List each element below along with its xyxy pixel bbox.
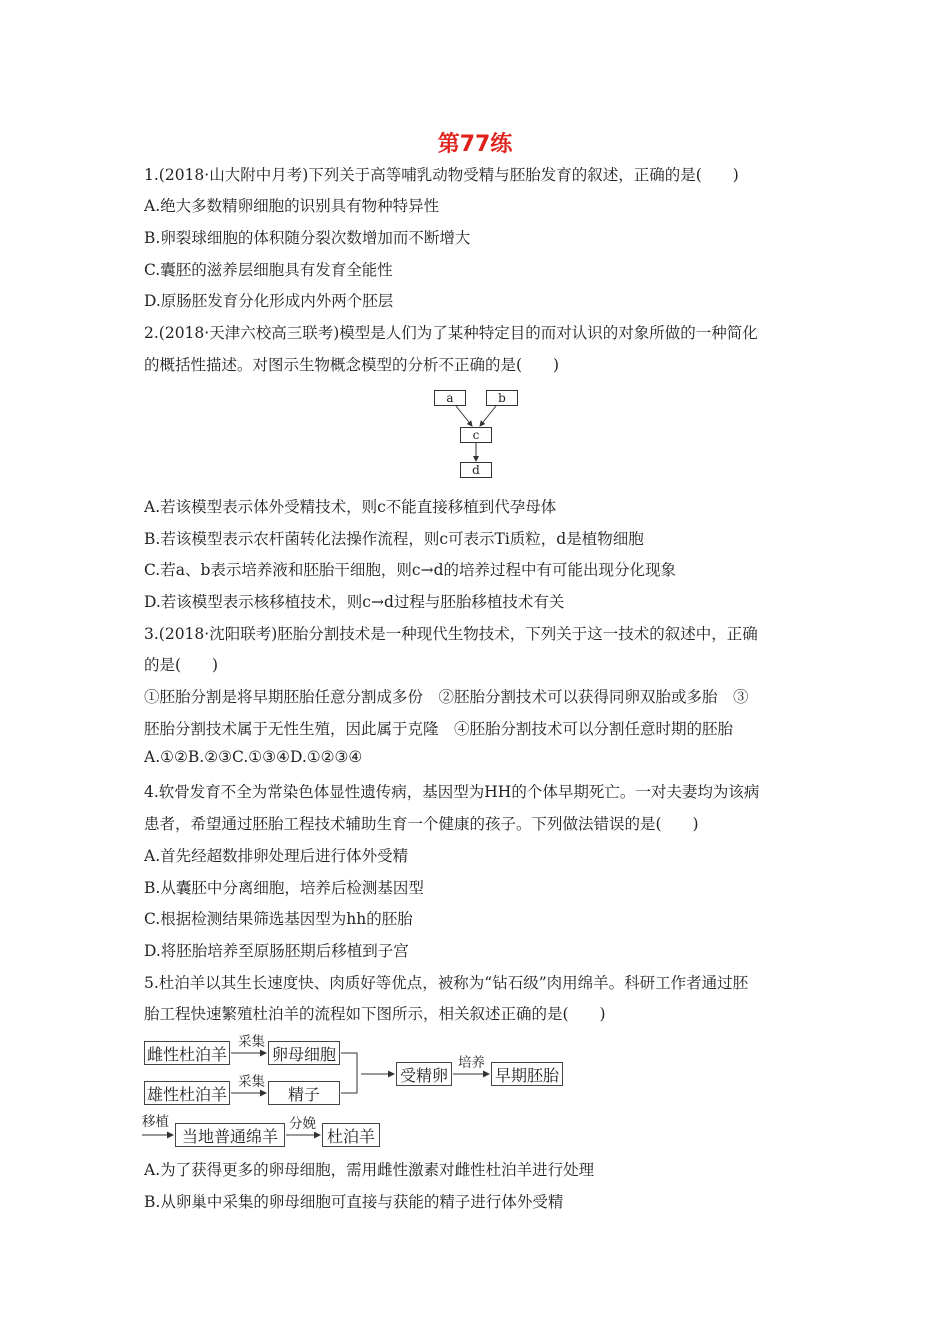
box-dorper: 杜泊羊 (322, 1123, 380, 1147)
box-sperm: 精子 (268, 1081, 340, 1105)
box-d: d (460, 462, 492, 478)
q3-stem-line1: 3.(2018·沈阳联考)胚胎分割技术是一种现代生物技术，下列关于这一技术的叙述中，正确 (144, 625, 758, 643)
q3-statements-line2: 胚胎分割技术属于无性生殖，因此属于克隆 ④胚胎分割技术可以分割任意时期的胚胎 (144, 720, 734, 738)
q3-options: A.①②B.②③C.①③④D.①②③④ (144, 748, 363, 766)
q2-option-d: D.若该模型表示核移植技术，则c→d过程与胚胎移植技术有关 (144, 593, 565, 611)
q1-option-d: D.原肠胚发育分化形成内外两个胚层 (144, 292, 394, 310)
q1-option-a: A.绝大多数精卵细胞的识别具有物种特异性 (144, 197, 440, 215)
label-collect-sperm: 采集 (238, 1074, 265, 1090)
box-local-sheep: 当地普通绵羊 (175, 1123, 285, 1147)
box-zygote: 受精卵 (396, 1062, 452, 1086)
q3-statements-line1: ①胚胎分割是将早期胚胎任意分割成多份 ②胚胎分割技术可以获得同卵双胎或多胎 ③ (144, 688, 749, 706)
label-culture: 培养 (458, 1055, 485, 1071)
q2-option-b: B.若该模型表示农杆菌转化法操作流程，则c可表示Ti质粒，d是植物细胞 (144, 530, 644, 548)
box-b: b (486, 390, 518, 406)
q1-option-c: C.囊胚的滋养层细胞具有发育全能性 (144, 261, 393, 279)
q2-option-c: C.若a、b表示培养液和胚胎干细胞，则c→d的培养过程中有可能出现分化现象 (144, 561, 676, 579)
q4-option-d: D.将胚胎培养至原肠胚期后移植到子宫 (144, 942, 409, 960)
box-a: a (434, 390, 466, 406)
q1-option-b: B.卵裂球细胞的体积随分裂次数增加而不断增大 (144, 229, 471, 247)
q5-option-b: B.从卵巢中采集的卵母细胞可直接与获能的精子进行体外受精 (144, 1193, 564, 1211)
label-delivery: 分娩 (289, 1116, 316, 1132)
label-transplant: 移植 (142, 1114, 169, 1130)
q5-option-a: A.为了获得更多的卵母细胞，需用雌性激素对雌性杜泊羊进行处理 (144, 1161, 595, 1179)
q4-stem-line2: 患者，希望通过胚胎工程技术辅助生育一个健康的孩子。下列做法错误的是( ) (144, 815, 699, 833)
box-female-dorper: 雌性杜泊羊 (144, 1041, 230, 1065)
q4-stem-line1: 4.软骨发育不全为常染色体显性遗传病，基因型为HH的个体早期死亡。一对夫妻均为该病 (144, 783, 760, 801)
box-male-dorper: 雄性杜泊羊 (144, 1081, 230, 1105)
label-collect-oocyte: 采集 (238, 1034, 265, 1050)
box-early-embryo: 早期胚胎 (491, 1062, 563, 1086)
q4-option-b: B.从囊胚中分离细胞，培养后检测基因型 (144, 879, 424, 897)
q1-stem: 1.(2018·山大附中月考)下列关于高等哺乳动物受精与胚胎发育的叙述，正确的是( ) (144, 166, 739, 184)
q3-stem-line2: 的是( ) (144, 656, 219, 674)
q4-option-c: C.根据检测结果筛选基因型为hh的胚胎 (144, 910, 413, 928)
page-title: 第77练 (437, 132, 513, 157)
q2-stem-line1: 2.(2018·天津六校高三联考)模型是人们为了某种特定目的而对认识的对象所做的一种简化 (144, 324, 758, 342)
box-c: c (460, 427, 492, 443)
box-oocyte: 卵母细胞 (268, 1041, 340, 1065)
q5-stem-line1: 5.杜泊羊以其生长速度快、肉质好等优点，被称为“钻石级”肉用绵羊。科研工作者通过胚 (144, 974, 749, 992)
q5-stem-line2: 胎工程快速繁殖杜泊羊的流程如下图所示，相关叙述正确的是( ) (144, 1005, 606, 1023)
q2-option-a: A.若该模型表示体外受精技术，则c不能直接移植到代孕母体 (144, 498, 557, 516)
q4-option-a: A.首先经超数排卵处理后进行体外受精 (144, 847, 409, 865)
q2-stem-line2: 的概括性描述。对图示生物概念模型的分析不正确的是( ) (144, 356, 560, 374)
